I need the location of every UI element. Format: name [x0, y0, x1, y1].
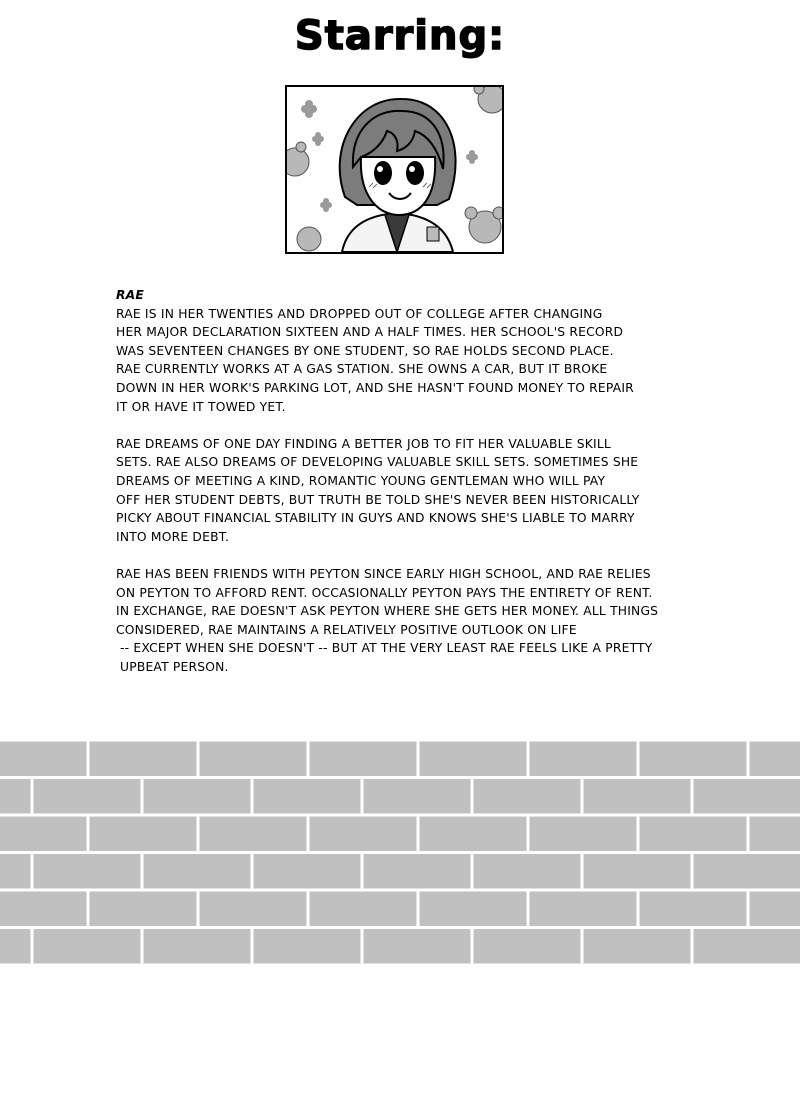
brick	[474, 854, 581, 889]
brick	[364, 854, 471, 889]
brick	[584, 779, 691, 814]
brick	[0, 817, 87, 852]
brick	[420, 817, 527, 852]
bio-line: INTO MORE DEBT.	[116, 529, 230, 544]
brick	[90, 742, 197, 777]
brick	[0, 779, 31, 814]
brick	[254, 854, 361, 889]
brick	[474, 929, 581, 964]
bio-line: DREAMS OF MEETING A KIND, ROMANTIC YOUNG GENTLEMAN WHO WILL PAY	[116, 473, 606, 488]
bio-line: DOWN IN HER WORK'S PARKING LOT, AND SHE HASN'T FOUND MONEY TO REPAIR	[116, 380, 634, 395]
brick	[694, 929, 800, 964]
bio-line: OFF HER STUDENT DEBTS, BUT TRUTH BE TOLD SHE'S NEVER BEEN HISTORICALLY	[116, 492, 640, 507]
bio-line: CONSIDERED, RAE MAINTAINS A RELATIVELY POSITIVE OUTLOOK ON LIFE	[116, 622, 577, 637]
brick	[420, 892, 527, 927]
brick	[200, 892, 307, 927]
bio-line: WAS SEVENTEEN CHANGES BY ONE STUDENT, SO RAE HOLDS SECOND PLACE.	[116, 343, 614, 358]
brick	[310, 742, 417, 777]
portrait-illustration	[287, 87, 502, 252]
brick	[584, 929, 691, 964]
bio-line: -- EXCEPT WHEN SHE DOESN'T -- BUT AT THE VERY LEAST RAE FEELS LIKE A PRETTY	[120, 641, 653, 656]
bio-line: IT OR HAVE IT TOWED YET.	[116, 399, 286, 414]
brick	[0, 892, 87, 927]
bio-line: IN EXCHANGE, RAE DOESN'T ASK PEYTON WHERE SHE GETS HER MONEY. ALL THINGS	[116, 604, 659, 619]
page-title: Starring:	[294, 13, 506, 59]
brick	[584, 854, 691, 889]
brick	[144, 929, 251, 964]
brick	[420, 742, 527, 777]
brick	[694, 779, 800, 814]
brick	[530, 817, 637, 852]
brick	[34, 929, 141, 964]
brick	[474, 779, 581, 814]
brick	[750, 817, 800, 852]
brick	[364, 779, 471, 814]
bio-line: PICKY ABOUT FINANCIAL STABILITY IN GUYS AND KNOWS SHE'S LIABLE TO MARRY	[116, 511, 635, 526]
bio-line: RAE IS IN HER TWENTIES AND DROPPED OUT OF COLLEGE AFTER CHANGING	[116, 306, 603, 321]
brick	[530, 742, 637, 777]
brick	[254, 779, 361, 814]
bio-line: RAE HAS BEEN FRIENDS WITH PEYTON SINCE EARLY HIGH SCHOOL, AND RAE RELIES	[116, 566, 651, 581]
brick	[364, 929, 471, 964]
brick	[310, 817, 417, 852]
bio-line: SETS. RAE ALSO DREAMS OF DEVELOPING VALUABLE SKILL SETS. SOMETIMES SHE	[116, 455, 639, 470]
bio-line: UPBEAT PERSON.	[120, 659, 229, 674]
brick	[254, 929, 361, 964]
bio-paragraph-3	[116, 565, 736, 677]
brick	[34, 779, 141, 814]
brick	[310, 892, 417, 927]
brick	[34, 854, 141, 889]
brick	[144, 854, 251, 889]
bio-paragraph-2	[116, 435, 736, 547]
brick	[200, 817, 307, 852]
brick	[640, 892, 747, 927]
character-portrait	[285, 85, 504, 254]
brick	[530, 892, 637, 927]
brick	[0, 929, 31, 964]
brick	[694, 854, 800, 889]
brick	[640, 742, 747, 777]
brick	[144, 779, 251, 814]
brick	[0, 742, 87, 777]
brick	[750, 742, 800, 777]
brick	[90, 892, 197, 927]
bio-line: ON PEYTON TO AFFORD RENT. OCCASIONALLY PEYTON PAYS THE ENTIRETY OF RENT.	[116, 585, 653, 600]
brick	[750, 892, 800, 927]
brick	[90, 817, 197, 852]
brick	[640, 817, 747, 852]
bio-paragraph-1	[116, 305, 736, 417]
brick-wall	[0, 740, 800, 966]
brick	[200, 742, 307, 777]
character-bio	[116, 286, 736, 676]
bio-line: RAE CURRENTLY WORKS AT A GAS STATION. SHE OWNS A CAR, BUT IT BROKE	[116, 362, 608, 377]
character-name: RAE	[116, 288, 144, 302]
bio-line: HER MAJOR DECLARATION SIXTEEN AND A HALF TIMES. HER SCHOOL'S RECORD	[116, 325, 624, 340]
brick	[0, 854, 31, 889]
bio-line: RAE DREAMS OF ONE DAY FINDING A BETTER JOB TO FIT HER VALUABLE SKILL	[116, 436, 611, 451]
